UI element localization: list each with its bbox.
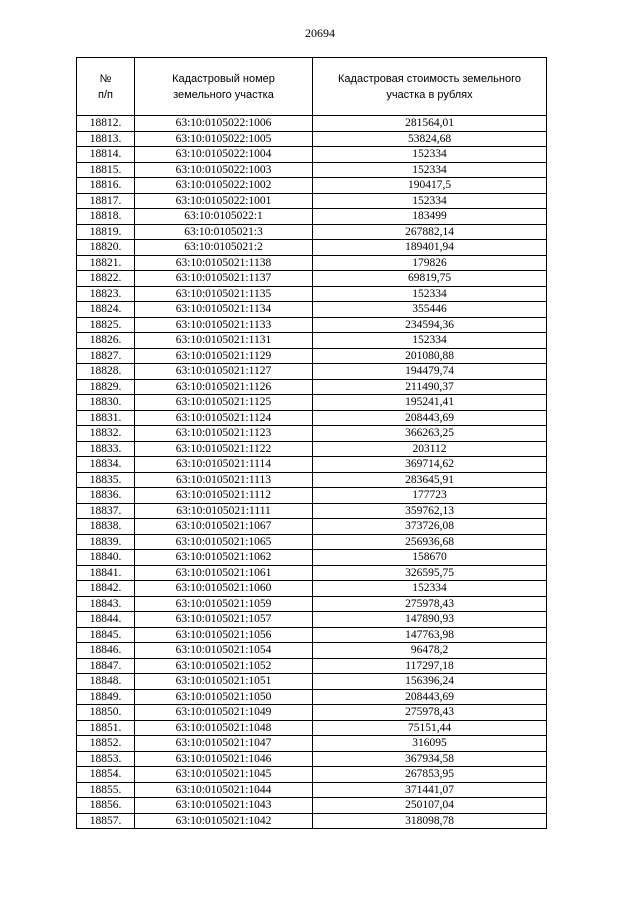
cadastral-value-cell: 211490,37 xyxy=(313,379,547,395)
row-number-cell: 18819. xyxy=(77,224,135,240)
cadastral-value-cell: 256936,68 xyxy=(313,534,547,550)
cadastral-value-cell: 318098,78 xyxy=(313,813,547,829)
table-row xyxy=(77,689,547,705)
row-number-cell: 18836. xyxy=(77,488,135,504)
row-number-cell: 18825. xyxy=(77,317,135,333)
cadastral-value-cell: 75151,44 xyxy=(313,720,547,736)
table-row xyxy=(77,271,547,287)
page-number: 20694 xyxy=(305,26,335,40)
cadastral-value-cell: 152334 xyxy=(313,581,547,597)
cadastral-value-cell: 117297,18 xyxy=(313,658,547,674)
cadastral-number-cell: 63:10:0105021:1131 xyxy=(135,333,313,349)
row-number-cell: 18851. xyxy=(77,720,135,736)
row-number-cell: 18843. xyxy=(77,596,135,612)
cadastral-value-cell: 53824,68 xyxy=(313,131,547,147)
cadastral-number-cell: 63:10:0105021:1050 xyxy=(135,689,313,705)
cadastral-number-cell: 63:10:0105021:1126 xyxy=(135,379,313,395)
table-row xyxy=(77,286,547,302)
cadastral-number-cell: 63:10:0105021:1114 xyxy=(135,457,313,473)
cadastral-number-cell: 63:10:0105021:1057 xyxy=(135,612,313,628)
cadastral-value-cell: 359762,13 xyxy=(313,503,547,519)
table-row xyxy=(77,798,547,814)
cadastral-number-cell: 63:10:0105021:1048 xyxy=(135,720,313,736)
cadastral-value-cell: 179826 xyxy=(313,255,547,271)
row-number-cell: 18826. xyxy=(77,333,135,349)
row-number-cell: 18840. xyxy=(77,550,135,566)
cadastral-value-cell: 147763,98 xyxy=(313,627,547,643)
table-row xyxy=(77,426,547,442)
cadastral-number-cell: 63:10:0105021:1044 xyxy=(135,782,313,798)
cadastral-value-cell: 250107,04 xyxy=(313,798,547,814)
cadastral-value-cell: 367934,58 xyxy=(313,751,547,767)
row-number-cell: 18835. xyxy=(77,472,135,488)
row-number-cell: 18854. xyxy=(77,767,135,783)
cadastral-number-cell: 63:10:0105021:1134 xyxy=(135,302,313,318)
cadastral-value-cell: 373726,08 xyxy=(313,519,547,535)
cadastral-number-cell: 63:10:0105021:1060 xyxy=(135,581,313,597)
table-row xyxy=(77,410,547,426)
cadastral-value-cell: 194479,74 xyxy=(313,364,547,380)
table-row xyxy=(77,627,547,643)
table-row xyxy=(77,736,547,752)
cadastral-value-cell: 190417,5 xyxy=(313,178,547,194)
table-row xyxy=(77,457,547,473)
row-number-cell: 18824. xyxy=(77,302,135,318)
table-row xyxy=(77,658,547,674)
row-number-cell: 18818. xyxy=(77,209,135,225)
cadastral-value-cell: 371441,07 xyxy=(313,782,547,798)
row-number-cell: 18822. xyxy=(77,271,135,287)
cadastral-value-cell: 177723 xyxy=(313,488,547,504)
row-number-cell: 18834. xyxy=(77,457,135,473)
cadastral-number-cell: 63:10:0105021:1124 xyxy=(135,410,313,426)
row-number-cell: 18846. xyxy=(77,643,135,659)
cadastral-value-cell: 183499 xyxy=(313,209,547,225)
cadastral-value-cell: 369714,62 xyxy=(313,457,547,473)
row-number-cell: 18827. xyxy=(77,348,135,364)
cadastral-value-cell: 283645,91 xyxy=(313,472,547,488)
row-number-cell: 18815. xyxy=(77,162,135,178)
row-number-cell: 18855. xyxy=(77,782,135,798)
table-row xyxy=(77,193,547,209)
table-row xyxy=(77,596,547,612)
cadastral-value-cell: 326595,75 xyxy=(313,565,547,581)
cadastral-value-cell: 156396,24 xyxy=(313,674,547,690)
cadastral-number-cell: 63:10:0105021:1042 xyxy=(135,813,313,829)
row-number-cell: 18812. xyxy=(77,116,135,132)
cadastral-number-cell: 63:10:0105021:1065 xyxy=(135,534,313,550)
cadastral-number-cell: 63:10:0105021:1112 xyxy=(135,488,313,504)
row-number-cell: 18837. xyxy=(77,503,135,519)
cadastral-value-cell: 355446 xyxy=(313,302,547,318)
row-number-cell: 18850. xyxy=(77,705,135,721)
table-row xyxy=(77,348,547,364)
cadastral-number-cell: 63:10:0105021:1067 xyxy=(135,519,313,535)
cadastral-number-cell: 63:10:0105021:1129 xyxy=(135,348,313,364)
cadastral-number-cell: 63:10:0105021:1047 xyxy=(135,736,313,752)
row-number-cell: 18820. xyxy=(77,240,135,256)
table-row xyxy=(77,751,547,767)
cadastral-number-cell: 63:10:0105022:1002 xyxy=(135,178,313,194)
cadastral-value-cell: 152334 xyxy=(313,147,547,163)
table-row xyxy=(77,643,547,659)
table-row xyxy=(77,379,547,395)
row-number-cell: 18831. xyxy=(77,410,135,426)
row-number-cell: 18853. xyxy=(77,751,135,767)
table-row xyxy=(77,534,547,550)
row-number-cell: 18844. xyxy=(77,612,135,628)
cadastral-value-cell: 281564,01 xyxy=(313,116,547,132)
cadastral-value-cell: 201080,88 xyxy=(313,348,547,364)
table-row xyxy=(77,178,547,194)
cadastral-value-cell: 267853,95 xyxy=(313,767,547,783)
header-cadastral-value: Кадастровая стоимость земельного участка в рублях xyxy=(313,58,547,116)
cadastral-value-cell: 195241,41 xyxy=(313,395,547,411)
table-row xyxy=(77,116,547,132)
cadastral-number-cell: 63:10:0105021:1059 xyxy=(135,596,313,612)
table-row xyxy=(77,441,547,457)
row-number-cell: 18841. xyxy=(77,565,135,581)
table-row xyxy=(77,255,547,271)
cadastral-number-cell: 63:10:0105021:1056 xyxy=(135,627,313,643)
cadastral-value-cell: 152334 xyxy=(313,286,547,302)
header-cadastral-number: Кадастровый номер земельного участка xyxy=(135,58,313,116)
cadastral-number-cell: 63:10:0105022:1006 xyxy=(135,116,313,132)
cadastral-number-cell: 63:10:0105021:1123 xyxy=(135,426,313,442)
row-number-cell: 18852. xyxy=(77,736,135,752)
cadastral-number-cell: 63:10:0105021:1135 xyxy=(135,286,313,302)
cadastral-number-cell: 63:10:0105021:1137 xyxy=(135,271,313,287)
table-header-row xyxy=(77,58,547,116)
cadastral-value-table xyxy=(76,57,547,829)
cadastral-value-cell: 366263,25 xyxy=(313,426,547,442)
cadastral-value-cell: 69819,75 xyxy=(313,271,547,287)
cadastral-value-cell: 158670 xyxy=(313,550,547,566)
cadastral-number-cell: 63:10:0105021:1061 xyxy=(135,565,313,581)
cadastral-number-cell: 63:10:0105021:1062 xyxy=(135,550,313,566)
row-number-cell: 18823. xyxy=(77,286,135,302)
cadastral-number-cell: 63:10:0105021:1054 xyxy=(135,643,313,659)
table-row xyxy=(77,162,547,178)
table-row xyxy=(77,209,547,225)
row-number-cell: 18845. xyxy=(77,627,135,643)
cadastral-value-cell: 267882,14 xyxy=(313,224,547,240)
cadastral-number-cell: 63:10:0105021:1045 xyxy=(135,767,313,783)
table-row xyxy=(77,503,547,519)
cadastral-value-cell: 152334 xyxy=(313,193,547,209)
table-row xyxy=(77,612,547,628)
table-row xyxy=(77,674,547,690)
table-row xyxy=(77,581,547,597)
table-row xyxy=(77,333,547,349)
table-row xyxy=(77,782,547,798)
cadastral-value-cell: 234594,36 xyxy=(313,317,547,333)
row-number-cell: 18848. xyxy=(77,674,135,690)
table-row xyxy=(77,813,547,829)
cadastral-number-cell: 63:10:0105021:1113 xyxy=(135,472,313,488)
cadastral-number-cell: 63:10:0105021:1046 xyxy=(135,751,313,767)
cadastral-number-cell: 63:10:0105022:1 xyxy=(135,209,313,225)
table-row xyxy=(77,488,547,504)
cadastral-value-cell: 147890,93 xyxy=(313,612,547,628)
row-number-cell: 18830. xyxy=(77,395,135,411)
cadastral-number-cell: 63:10:0105022:1004 xyxy=(135,147,313,163)
cadastral-number-cell: 63:10:0105021:1127 xyxy=(135,364,313,380)
table-row xyxy=(77,720,547,736)
row-number-cell: 18847. xyxy=(77,658,135,674)
cadastral-number-cell: 63:10:0105022:1001 xyxy=(135,193,313,209)
table-row xyxy=(77,302,547,318)
table-row xyxy=(77,705,547,721)
cadastral-value-cell: 316095 xyxy=(313,736,547,752)
cadastral-number-cell: 63:10:0105021:1049 xyxy=(135,705,313,721)
cadastral-value-cell: 152334 xyxy=(313,162,547,178)
table-row xyxy=(77,395,547,411)
row-number-cell: 18849. xyxy=(77,689,135,705)
row-number-cell: 18857. xyxy=(77,813,135,829)
cadastral-value-cell: 275978,43 xyxy=(313,705,547,721)
row-number-cell: 18821. xyxy=(77,255,135,271)
table-row xyxy=(77,131,547,147)
row-number-cell: 18816. xyxy=(77,178,135,194)
cadastral-value-cell: 208443,69 xyxy=(313,410,547,426)
table-row xyxy=(77,317,547,333)
row-number-cell: 18829. xyxy=(77,379,135,395)
cadastral-number-cell: 63:10:0105021:1122 xyxy=(135,441,313,457)
cadastral-number-cell: 63:10:0105021:2 xyxy=(135,240,313,256)
table-row xyxy=(77,224,547,240)
row-number-cell: 18814. xyxy=(77,147,135,163)
row-number-cell: 18813. xyxy=(77,131,135,147)
table-row xyxy=(77,550,547,566)
cadastral-number-cell: 63:10:0105022:1005 xyxy=(135,131,313,147)
cadastral-value-cell: 275978,43 xyxy=(313,596,547,612)
cadastral-value-cell: 189401,94 xyxy=(313,240,547,256)
cadastral-value-cell: 208443,69 xyxy=(313,689,547,705)
row-number-cell: 18838. xyxy=(77,519,135,535)
table-row xyxy=(77,565,547,581)
table-row xyxy=(77,472,547,488)
table-row xyxy=(77,240,547,256)
cadastral-number-cell: 63:10:0105021:1125 xyxy=(135,395,313,411)
row-number-cell: 18833. xyxy=(77,441,135,457)
cadastral-number-cell: 63:10:0105021:1133 xyxy=(135,317,313,333)
table-row xyxy=(77,767,547,783)
row-number-cell: 18832. xyxy=(77,426,135,442)
cadastral-value-cell: 152334 xyxy=(313,333,547,349)
cadastral-number-cell: 63:10:0105021:1111 xyxy=(135,503,313,519)
cadastral-number-cell: 63:10:0105021:1051 xyxy=(135,674,313,690)
row-number-cell: 18842. xyxy=(77,581,135,597)
cadastral-value-cell: 203112 xyxy=(313,441,547,457)
row-number-cell: 18839. xyxy=(77,534,135,550)
table-row xyxy=(77,364,547,380)
cadastral-number-cell: 63:10:0105022:1003 xyxy=(135,162,313,178)
cadastral-number-cell: 63:10:0105021:1043 xyxy=(135,798,313,814)
header-row-number: № п/п xyxy=(77,58,135,116)
cadastral-value-cell: 96478,2 xyxy=(313,643,547,659)
cadastral-number-cell: 63:10:0105021:1052 xyxy=(135,658,313,674)
row-number-cell: 18828. xyxy=(77,364,135,380)
row-number-cell: 18817. xyxy=(77,193,135,209)
cadastral-number-cell: 63:10:0105021:1138 xyxy=(135,255,313,271)
table-row xyxy=(77,147,547,163)
cadastral-number-cell: 63:10:0105021:3 xyxy=(135,224,313,240)
table-row xyxy=(77,519,547,535)
row-number-cell: 18856. xyxy=(77,798,135,814)
